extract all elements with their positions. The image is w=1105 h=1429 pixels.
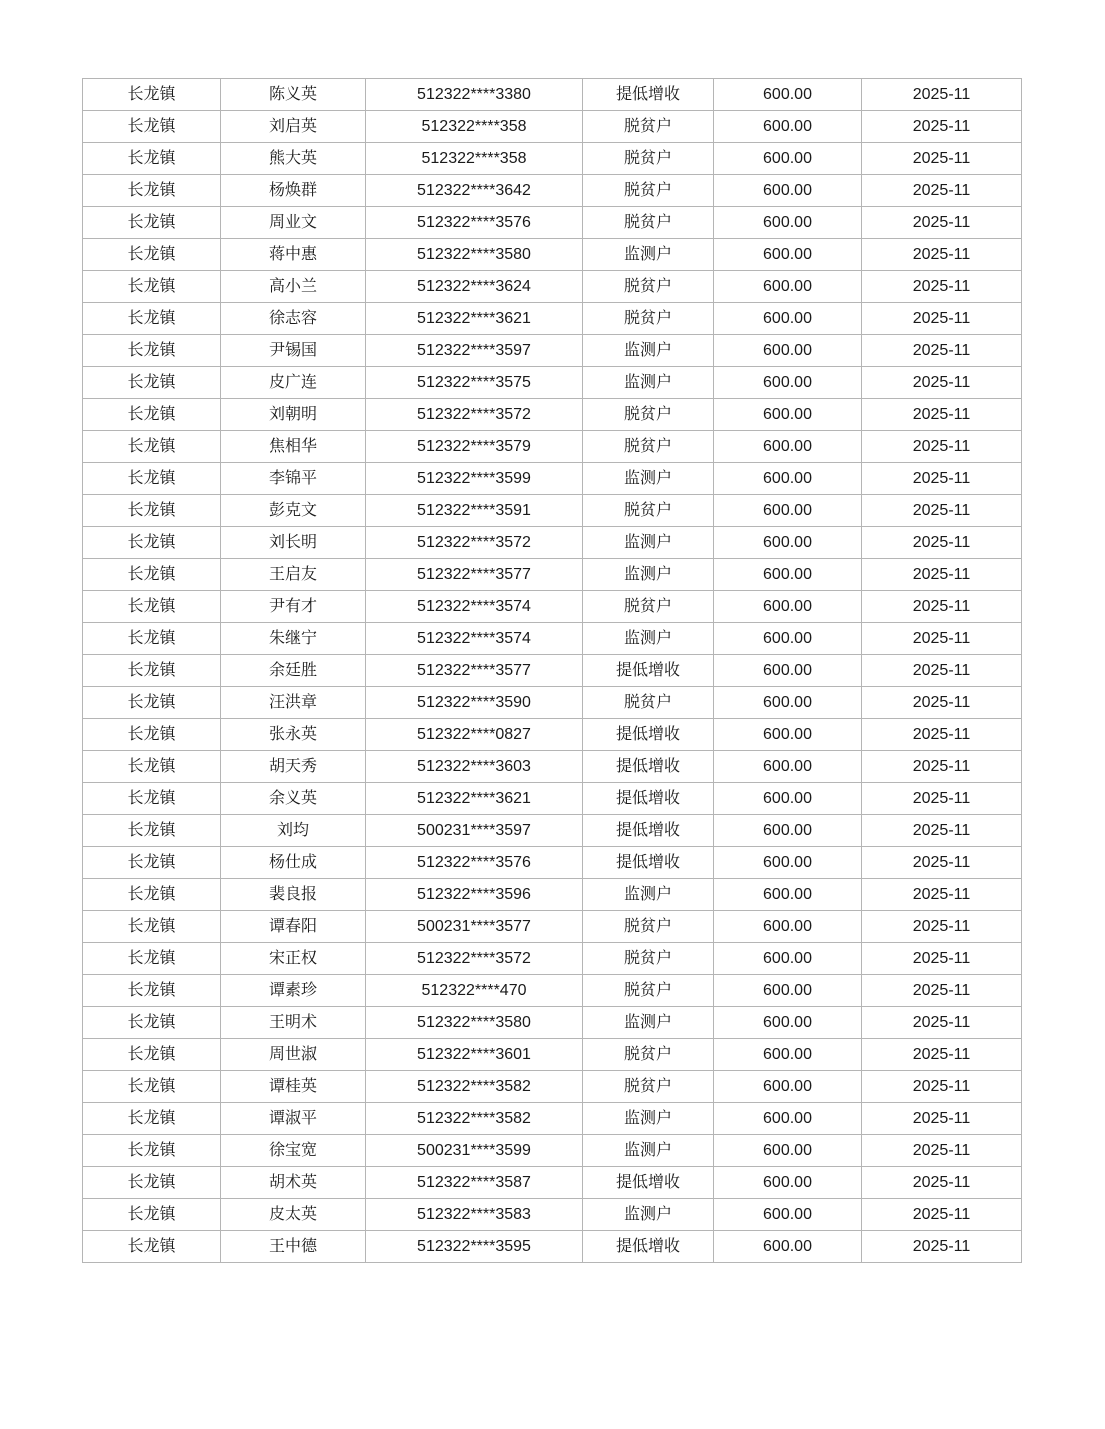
cell-name: 李锦平 [221, 463, 366, 495]
table-row [83, 175, 1022, 207]
cell-name: 彭克文 [221, 495, 366, 527]
cell-amount: 600.00 [714, 1007, 862, 1039]
cell-amount: 600.00 [714, 431, 862, 463]
table-row [83, 751, 1022, 783]
cell-amount: 600.00 [714, 655, 862, 687]
cell-amount: 600.00 [714, 1071, 862, 1103]
cell-household-type: 监测户 [583, 239, 714, 271]
cell-town: 长龙镇 [83, 623, 221, 655]
cell-town: 长龙镇 [83, 527, 221, 559]
cell-household-type: 脱贫户 [583, 1071, 714, 1103]
cell-amount: 600.00 [714, 1167, 862, 1199]
cell-id-number: 512322****3597 [366, 335, 583, 367]
cell-name: 谭春阳 [221, 911, 366, 943]
cell-household-type: 提低增收 [583, 783, 714, 815]
cell-id-number: 512322****3621 [366, 783, 583, 815]
cell-town: 长龙镇 [83, 751, 221, 783]
cell-household-type: 脱贫户 [583, 175, 714, 207]
cell-date: 2025-11 [862, 719, 1022, 751]
cell-name: 刘启英 [221, 111, 366, 143]
cell-name: 蒋中惠 [221, 239, 366, 271]
table-row [83, 783, 1022, 815]
cell-town: 长龙镇 [83, 271, 221, 303]
cell-id-number: 512322****3596 [366, 879, 583, 911]
table-row [83, 623, 1022, 655]
cell-id-number: 512322****3380 [366, 79, 583, 111]
cell-name: 王启友 [221, 559, 366, 591]
cell-household-type: 脱贫户 [583, 207, 714, 239]
cell-amount: 600.00 [714, 1103, 862, 1135]
cell-name: 宋正权 [221, 943, 366, 975]
table-row [83, 687, 1022, 719]
table-row [83, 911, 1022, 943]
cell-household-type: 监测户 [583, 335, 714, 367]
cell-date: 2025-11 [862, 335, 1022, 367]
table-body [83, 79, 1022, 1263]
cell-id-number: 512322****3576 [366, 207, 583, 239]
table-row [83, 527, 1022, 559]
cell-amount: 600.00 [714, 175, 862, 207]
cell-household-type: 提低增收 [583, 1167, 714, 1199]
cell-town: 长龙镇 [83, 783, 221, 815]
cell-id-number: 512322****3575 [366, 367, 583, 399]
cell-amount: 600.00 [714, 687, 862, 719]
cell-household-type: 监测户 [583, 463, 714, 495]
cell-household-type: 提低增收 [583, 815, 714, 847]
cell-name: 杨仕成 [221, 847, 366, 879]
cell-amount: 600.00 [714, 623, 862, 655]
cell-town: 长龙镇 [83, 847, 221, 879]
table-row [83, 495, 1022, 527]
cell-date: 2025-11 [862, 143, 1022, 175]
cell-household-type: 提低增收 [583, 719, 714, 751]
table-row [83, 1231, 1022, 1263]
cell-town: 长龙镇 [83, 655, 221, 687]
cell-id-number: 512322****3577 [366, 655, 583, 687]
cell-id-number: 512322****3574 [366, 591, 583, 623]
cell-date: 2025-11 [862, 1199, 1022, 1231]
table-row [83, 847, 1022, 879]
table-row [83, 815, 1022, 847]
table-row [83, 207, 1022, 239]
cell-town: 长龙镇 [83, 1103, 221, 1135]
cell-household-type: 提低增收 [583, 1231, 714, 1263]
cell-amount: 600.00 [714, 399, 862, 431]
cell-household-type: 脱贫户 [583, 591, 714, 623]
cell-id-number: 512322****3621 [366, 303, 583, 335]
cell-town: 长龙镇 [83, 367, 221, 399]
cell-name: 谭素珍 [221, 975, 366, 1007]
table-row [83, 943, 1022, 975]
cell-date: 2025-11 [862, 1071, 1022, 1103]
table-row [83, 975, 1022, 1007]
cell-id-number: 512322****3624 [366, 271, 583, 303]
cell-amount: 600.00 [714, 975, 862, 1007]
cell-amount: 600.00 [714, 239, 862, 271]
table-row [83, 111, 1022, 143]
cell-id-number: 512322****3574 [366, 623, 583, 655]
cell-town: 长龙镇 [83, 591, 221, 623]
cell-town: 长龙镇 [83, 687, 221, 719]
cell-date: 2025-11 [862, 847, 1022, 879]
cell-town: 长龙镇 [83, 943, 221, 975]
cell-id-number: 500231****3599 [366, 1135, 583, 1167]
cell-amount: 600.00 [714, 495, 862, 527]
cell-name: 刘朝明 [221, 399, 366, 431]
cell-town: 长龙镇 [83, 975, 221, 1007]
table-row [83, 463, 1022, 495]
cell-name: 谭淑平 [221, 1103, 366, 1135]
cell-town: 长龙镇 [83, 1231, 221, 1263]
cell-id-number: 512322****3572 [366, 399, 583, 431]
table-row [83, 367, 1022, 399]
cell-amount: 600.00 [714, 335, 862, 367]
cell-town: 长龙镇 [83, 559, 221, 591]
cell-town: 长龙镇 [83, 239, 221, 271]
cell-town: 长龙镇 [83, 143, 221, 175]
table-row [83, 1071, 1022, 1103]
cell-amount: 600.00 [714, 1039, 862, 1071]
cell-town: 长龙镇 [83, 335, 221, 367]
cell-id-number: 512322****3595 [366, 1231, 583, 1263]
cell-name: 胡术英 [221, 1167, 366, 1199]
cell-amount: 600.00 [714, 207, 862, 239]
cell-town: 长龙镇 [83, 1135, 221, 1167]
cell-name: 刘均 [221, 815, 366, 847]
cell-household-type: 监测户 [583, 559, 714, 591]
cell-date: 2025-11 [862, 175, 1022, 207]
cell-name: 王中德 [221, 1231, 366, 1263]
cell-name: 刘长明 [221, 527, 366, 559]
cell-date: 2025-11 [862, 879, 1022, 911]
cell-date: 2025-11 [862, 1039, 1022, 1071]
cell-name: 徐志容 [221, 303, 366, 335]
cell-id-number: 500231****3597 [366, 815, 583, 847]
table-row [83, 1199, 1022, 1231]
cell-town: 长龙镇 [83, 431, 221, 463]
cell-name: 胡天秀 [221, 751, 366, 783]
cell-name: 尹锡国 [221, 335, 366, 367]
cell-household-type: 脱贫户 [583, 911, 714, 943]
table-row [83, 271, 1022, 303]
cell-date: 2025-11 [862, 303, 1022, 335]
cell-household-type: 监测户 [583, 527, 714, 559]
cell-id-number: 512322****3587 [366, 1167, 583, 1199]
table-row [83, 143, 1022, 175]
table-row [83, 399, 1022, 431]
cell-amount: 600.00 [714, 943, 862, 975]
cell-name: 焦相华 [221, 431, 366, 463]
cell-amount: 600.00 [714, 751, 862, 783]
cell-id-number: 512322****3580 [366, 239, 583, 271]
cell-household-type: 监测户 [583, 1103, 714, 1135]
cell-household-type: 提低增收 [583, 79, 714, 111]
cell-name: 汪洪章 [221, 687, 366, 719]
cell-date: 2025-11 [862, 783, 1022, 815]
cell-date: 2025-11 [862, 527, 1022, 559]
cell-date: 2025-11 [862, 943, 1022, 975]
cell-name: 裴良报 [221, 879, 366, 911]
cell-household-type: 脱贫户 [583, 1039, 714, 1071]
cell-town: 长龙镇 [83, 207, 221, 239]
cell-id-number: 512322****3576 [366, 847, 583, 879]
cell-household-type: 脱贫户 [583, 975, 714, 1007]
cell-date: 2025-11 [862, 911, 1022, 943]
cell-household-type: 监测户 [583, 623, 714, 655]
cell-town: 长龙镇 [83, 399, 221, 431]
cell-date: 2025-11 [862, 1231, 1022, 1263]
table-row [83, 239, 1022, 271]
cell-date: 2025-11 [862, 591, 1022, 623]
cell-name: 尹有才 [221, 591, 366, 623]
cell-household-type: 脱贫户 [583, 399, 714, 431]
table-row [83, 1135, 1022, 1167]
cell-amount: 600.00 [714, 815, 862, 847]
cell-amount: 600.00 [714, 911, 862, 943]
cell-town: 长龙镇 [83, 463, 221, 495]
cell-name: 余廷胜 [221, 655, 366, 687]
cell-amount: 600.00 [714, 847, 862, 879]
cell-id-number: 512322****3572 [366, 943, 583, 975]
cell-household-type: 脱贫户 [583, 143, 714, 175]
subsidy-roster-table [82, 78, 1022, 1263]
cell-household-type: 监测户 [583, 879, 714, 911]
cell-date: 2025-11 [862, 271, 1022, 303]
cell-name: 张永英 [221, 719, 366, 751]
cell-household-type: 监测户 [583, 1199, 714, 1231]
cell-id-number: 512322****3577 [366, 559, 583, 591]
cell-id-number: 512322****3601 [366, 1039, 583, 1071]
cell-amount: 600.00 [714, 303, 862, 335]
table-row [83, 719, 1022, 751]
cell-town: 长龙镇 [83, 1167, 221, 1199]
cell-name: 王明术 [221, 1007, 366, 1039]
cell-name: 周业文 [221, 207, 366, 239]
cell-date: 2025-11 [862, 207, 1022, 239]
cell-name: 皮太英 [221, 1199, 366, 1231]
table-row [83, 79, 1022, 111]
cell-id-number: 512322****3583 [366, 1199, 583, 1231]
table-row [83, 879, 1022, 911]
cell-town: 长龙镇 [83, 111, 221, 143]
cell-date: 2025-11 [862, 751, 1022, 783]
cell-amount: 600.00 [714, 719, 862, 751]
cell-amount: 600.00 [714, 271, 862, 303]
cell-date: 2025-11 [862, 975, 1022, 1007]
cell-household-type: 脱贫户 [583, 271, 714, 303]
cell-id-number: 512322****358 [366, 111, 583, 143]
cell-date: 2025-11 [862, 399, 1022, 431]
cell-date: 2025-11 [862, 623, 1022, 655]
cell-amount: 600.00 [714, 367, 862, 399]
cell-name: 陈义英 [221, 79, 366, 111]
cell-date: 2025-11 [862, 239, 1022, 271]
cell-town: 长龙镇 [83, 1199, 221, 1231]
cell-name: 朱继宁 [221, 623, 366, 655]
cell-date: 2025-11 [862, 815, 1022, 847]
cell-household-type: 脱贫户 [583, 303, 714, 335]
table-row [83, 1103, 1022, 1135]
cell-date: 2025-11 [862, 1103, 1022, 1135]
cell-id-number: 512322****3582 [366, 1103, 583, 1135]
cell-date: 2025-11 [862, 111, 1022, 143]
cell-id-number: 512322****3580 [366, 1007, 583, 1039]
cell-date: 2025-11 [862, 559, 1022, 591]
cell-id-number: 512322****358 [366, 143, 583, 175]
cell-date: 2025-11 [862, 367, 1022, 399]
cell-date: 2025-11 [862, 687, 1022, 719]
cell-household-type: 提低增收 [583, 847, 714, 879]
cell-amount: 600.00 [714, 591, 862, 623]
cell-household-type: 脱贫户 [583, 431, 714, 463]
cell-town: 长龙镇 [83, 815, 221, 847]
cell-town: 长龙镇 [83, 303, 221, 335]
cell-household-type: 脱贫户 [583, 111, 714, 143]
table-row [83, 1007, 1022, 1039]
cell-id-number: 512322****3642 [366, 175, 583, 207]
cell-name: 高小兰 [221, 271, 366, 303]
cell-date: 2025-11 [862, 495, 1022, 527]
cell-household-type: 脱贫户 [583, 943, 714, 975]
cell-name: 杨焕群 [221, 175, 366, 207]
cell-household-type: 脱贫户 [583, 687, 714, 719]
cell-town: 长龙镇 [83, 1007, 221, 1039]
cell-town: 长龙镇 [83, 79, 221, 111]
cell-name: 徐宝宽 [221, 1135, 366, 1167]
cell-household-type: 监测户 [583, 1135, 714, 1167]
cell-name: 熊大英 [221, 143, 366, 175]
cell-name: 谭桂英 [221, 1071, 366, 1103]
cell-amount: 600.00 [714, 1199, 862, 1231]
cell-id-number: 512322****470 [366, 975, 583, 1007]
cell-amount: 600.00 [714, 143, 862, 175]
cell-id-number: 512322****3579 [366, 431, 583, 463]
table-row [83, 1167, 1022, 1199]
cell-date: 2025-11 [862, 79, 1022, 111]
cell-id-number: 512322****3582 [366, 1071, 583, 1103]
cell-name: 周世淑 [221, 1039, 366, 1071]
cell-amount: 600.00 [714, 1231, 862, 1263]
cell-name: 皮广连 [221, 367, 366, 399]
table-row [83, 1039, 1022, 1071]
table-row [83, 431, 1022, 463]
cell-date: 2025-11 [862, 655, 1022, 687]
cell-amount: 600.00 [714, 783, 862, 815]
cell-amount: 600.00 [714, 463, 862, 495]
cell-id-number: 512322****3603 [366, 751, 583, 783]
cell-date: 2025-11 [862, 1007, 1022, 1039]
table-row [83, 335, 1022, 367]
cell-id-number: 512322****3590 [366, 687, 583, 719]
cell-amount: 600.00 [714, 1135, 862, 1167]
table-row [83, 559, 1022, 591]
cell-amount: 600.00 [714, 879, 862, 911]
cell-town: 长龙镇 [83, 495, 221, 527]
cell-amount: 600.00 [714, 111, 862, 143]
cell-household-type: 提低增收 [583, 655, 714, 687]
cell-date: 2025-11 [862, 1167, 1022, 1199]
cell-amount: 600.00 [714, 79, 862, 111]
table-row [83, 655, 1022, 687]
cell-name: 余义英 [221, 783, 366, 815]
cell-household-type: 提低增收 [583, 751, 714, 783]
cell-amount: 600.00 [714, 559, 862, 591]
cell-id-number: 512322****3599 [366, 463, 583, 495]
cell-date: 2025-11 [862, 463, 1022, 495]
cell-date: 2025-11 [862, 431, 1022, 463]
cell-town: 长龙镇 [83, 911, 221, 943]
cell-town: 长龙镇 [83, 1039, 221, 1071]
table-row [83, 591, 1022, 623]
cell-town: 长龙镇 [83, 1071, 221, 1103]
cell-household-type: 监测户 [583, 367, 714, 399]
cell-household-type: 脱贫户 [583, 495, 714, 527]
cell-town: 长龙镇 [83, 719, 221, 751]
cell-amount: 600.00 [714, 527, 862, 559]
cell-id-number: 512322****3591 [366, 495, 583, 527]
table-row [83, 303, 1022, 335]
cell-id-number: 512322****3572 [366, 527, 583, 559]
cell-id-number: 500231****3577 [366, 911, 583, 943]
cell-town: 长龙镇 [83, 879, 221, 911]
cell-town: 长龙镇 [83, 175, 221, 207]
cell-household-type: 监测户 [583, 1007, 714, 1039]
cell-id-number: 512322****0827 [366, 719, 583, 751]
cell-date: 2025-11 [862, 1135, 1022, 1167]
